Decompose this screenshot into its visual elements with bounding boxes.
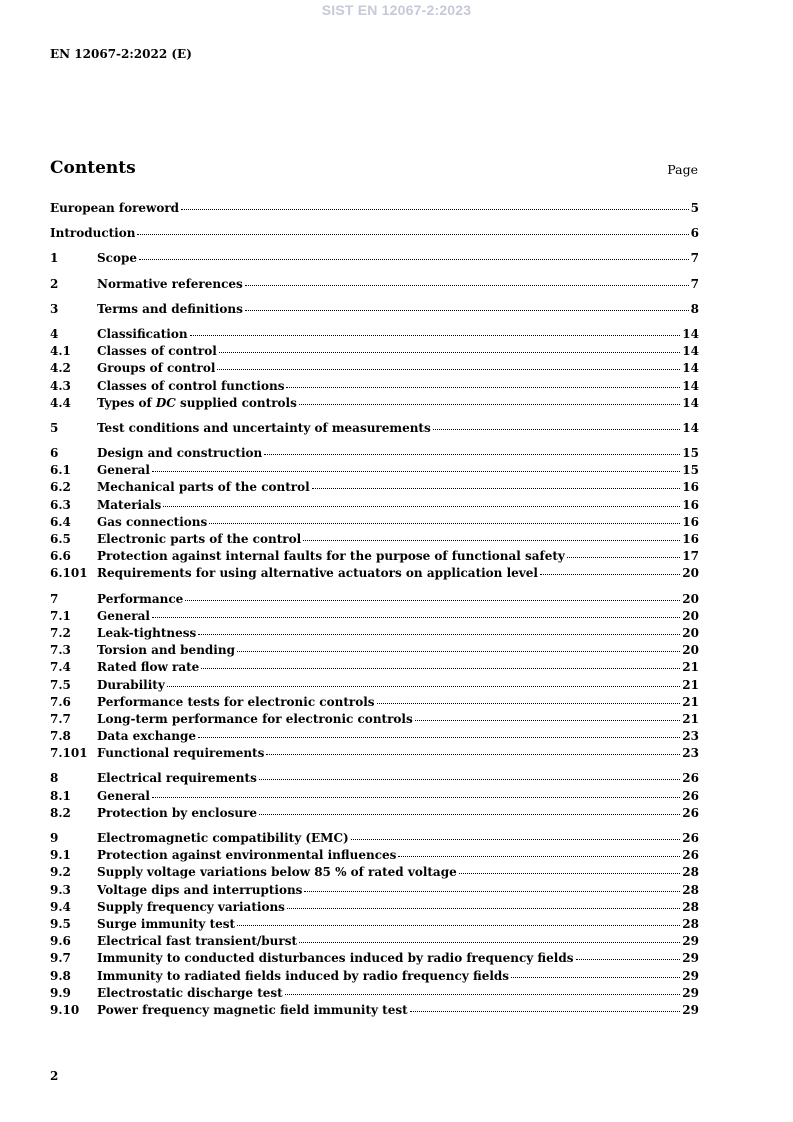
toc-leader-dots	[167, 676, 680, 687]
toc-entry-page: 20	[682, 591, 699, 606]
toc-entry-title: Groups of control	[97, 361, 216, 376]
toc-entry-title: Protection against internal faults for the purpose of functional safety	[97, 549, 565, 564]
document-identifier: EN 12067-2:2022 (E)	[50, 47, 192, 61]
toc-entry-number: 4.3	[50, 378, 71, 393]
toc-entry-title: Test conditions and uncertainty of measurements	[97, 420, 431, 435]
toc-entry-title: Data exchange	[97, 729, 197, 744]
toc-entry-number: 9.6	[50, 934, 71, 949]
toc-entry-number: 9	[50, 831, 59, 845]
toc-leader-dots	[139, 249, 689, 260]
toc-entry-page: 14	[682, 326, 699, 341]
toc-entry-number: 7.1	[50, 608, 71, 623]
toc-entry-page: 5	[690, 201, 699, 215]
toc-entry-page: 7	[690, 251, 699, 266]
toc-entry-page: 7	[690, 276, 699, 291]
toc-entry-page: 23	[682, 729, 699, 744]
toc-entry-page: 14	[682, 344, 699, 359]
toc-leader-dots	[237, 641, 680, 652]
toc-entry-page: 21	[682, 677, 699, 692]
toc-entry-page: 28	[682, 916, 699, 931]
toc-leader-dots	[237, 915, 680, 926]
toc-entry-title: Surge immunity test	[97, 916, 236, 931]
toc-leader-dots	[209, 513, 680, 524]
toc-entry[interactable]	[50, 566, 699, 583]
toc-entry-number: 6.1	[50, 463, 71, 478]
toc-entry-page: 14	[682, 420, 699, 435]
toc-entry-number: 9.7	[50, 951, 71, 966]
toc-leader-dots	[351, 829, 681, 840]
toc-entry-number: 4.1	[50, 344, 71, 359]
toc-entry-page: 16	[682, 532, 699, 546]
toc-entry-title: Protection by enclosure	[97, 805, 258, 820]
page-number: 2	[50, 1069, 59, 1083]
toc-entry-title: Leak-tightness	[97, 625, 197, 640]
toc-entry-number: 7.4	[50, 660, 71, 675]
toc-leader-dots	[511, 967, 680, 978]
toc-entry-page: 17	[682, 549, 699, 564]
toc-leader-dots	[152, 461, 680, 472]
toc-entry-page: 20	[682, 625, 699, 640]
toc-leader-dots	[567, 547, 680, 558]
toc-leader-dots	[201, 658, 680, 669]
toc-entry-page: 28	[682, 899, 699, 914]
toc-leader-dots	[245, 275, 689, 286]
toc-entry-page: 21	[682, 694, 699, 709]
toc-entry-number: 9.5	[50, 916, 71, 931]
toc-entry-page: 28	[682, 865, 699, 880]
toc-entry-number: 6.5	[50, 532, 71, 546]
toc-leader-dots	[181, 199, 689, 210]
toc-leader-dots	[540, 564, 680, 575]
toc-entry-number: 7.6	[50, 694, 71, 709]
toc-leader-dots	[410, 1001, 681, 1012]
toc-entry-page: 26	[682, 805, 699, 820]
toc-entry-title: Voltage dips and interruptions	[97, 882, 303, 897]
toc-entry-page: 8	[690, 301, 699, 316]
toc-entry-number: 9.1	[50, 848, 71, 863]
toc-entry-title: Classification	[97, 326, 188, 341]
toc-entry-number: 3	[50, 301, 59, 316]
toc-leader-dots	[459, 863, 681, 874]
toc-entry-title: Performance	[97, 591, 184, 606]
toc-entry-page: 29	[682, 985, 699, 1000]
toc-entry-title: Scope	[97, 251, 138, 266]
toc-leader-dots	[312, 478, 681, 489]
toc-entry-page: 26	[682, 788, 699, 803]
toc-leader-dots	[576, 949, 681, 960]
toc-leader-dots	[377, 693, 681, 704]
toc-entry-number: 8.2	[50, 805, 71, 820]
toc-entry-title: Rated flow rate	[97, 660, 200, 675]
toc-entry-page: 21	[682, 711, 699, 726]
toc-entry-number: 4.4	[50, 395, 71, 410]
toc-entry-title: Electronic parts of the control	[97, 532, 302, 546]
toc-entry-title: Terms and definitions	[97, 301, 243, 316]
toc-entry-title: Supply frequency variations	[97, 899, 285, 914]
toc-entry-number: 7.5	[50, 677, 71, 692]
toc-entry[interactable]	[50, 421, 699, 438]
toc-leader-dots	[285, 984, 681, 995]
toc-entry-number: 8	[50, 771, 59, 786]
toc-entry-number: 6.6	[50, 549, 71, 564]
toc-entry[interactable]	[50, 226, 699, 243]
toc-entry-number: 9.4	[50, 899, 71, 914]
toc-leader-dots	[217, 359, 680, 370]
toc-entry-number: 1	[50, 251, 59, 266]
toc-leader-dots	[259, 769, 680, 780]
toc-entry-page: 29	[682, 934, 699, 949]
toc-entry-number: 9.2	[50, 865, 71, 880]
toc-entry-number: 6.101	[50, 566, 88, 581]
toc-entry-title: Electromagnetic compatibility (EMC)	[97, 831, 349, 845]
toc-leader-dots	[415, 710, 681, 721]
toc-entry-number: 5	[50, 420, 59, 435]
toc-entry-page: 29	[682, 1002, 699, 1017]
toc-entry-title: Protection against environmental influences	[97, 848, 397, 863]
toc-entry-title: Power frequency magnetic field immunity test	[97, 1002, 408, 1017]
toc-entry-title: Gas connections	[97, 514, 208, 529]
toc-entry-title: European foreword	[50, 201, 180, 215]
toc-leader-dots	[266, 744, 680, 755]
table-of-contents	[50, 201, 699, 1020]
toc-entry-page: 23	[682, 746, 699, 761]
toc-entry-title: Immunity to conducted disturbances induced by radio frequency fields	[97, 951, 574, 966]
toc-entry-title: Mechanical parts of the control	[97, 480, 310, 495]
page-column-label: Page	[667, 162, 698, 177]
toc-entry-title: General	[97, 463, 150, 478]
toc-entry-title: General	[97, 608, 150, 623]
toc-entry-title: Normative references	[97, 276, 243, 291]
toc-leader-dots	[190, 325, 681, 336]
toc-entry-page: 29	[682, 951, 699, 966]
toc-entry-page: 26	[682, 771, 699, 786]
toc-entry-number: 2	[50, 276, 59, 291]
toc-entry-page: 14	[682, 378, 699, 393]
toc-entry-number: 7.8	[50, 729, 71, 744]
toc-entry-page: 26	[682, 831, 699, 845]
toc-entry-number: 9.10	[50, 1002, 80, 1017]
toc-leader-dots	[185, 590, 680, 601]
toc-entry-title: Types of DC supplied controls	[97, 395, 297, 410]
toc-entry-page: 16	[682, 480, 699, 495]
toc-entry-page: 21	[682, 660, 699, 675]
toc-leader-dots	[303, 530, 680, 541]
toc-leader-dots	[245, 300, 689, 311]
toc-entry-number: 9.9	[50, 985, 71, 1000]
toc-entry-number: 4.2	[50, 361, 71, 376]
toc-entry-title: General	[97, 788, 150, 803]
toc-entry-title: Classes of control functions	[97, 378, 285, 393]
toc-entry-number: 7.3	[50, 643, 71, 658]
toc-entry[interactable]	[50, 302, 699, 319]
toc-entry-title: Classes of control	[97, 344, 217, 359]
toc-entry-number: 6.3	[50, 497, 71, 512]
toc-leader-dots	[163, 496, 680, 507]
toc-entry-page: 15	[682, 446, 699, 461]
toc-entry-page: 26	[682, 848, 699, 863]
contents-heading: Contents	[50, 158, 136, 178]
toc-entry-page: 28	[682, 882, 699, 897]
toc-entry-title: Introduction	[50, 226, 136, 241]
toc-leader-dots	[198, 727, 680, 738]
toc-entry[interactable]	[50, 806, 699, 823]
toc-entry-page: 16	[682, 497, 699, 512]
toc-entry-number: 7.101	[50, 746, 88, 761]
toc-entry-title: Electrical requirements	[97, 771, 257, 786]
toc-entry-page: 20	[682, 608, 699, 623]
toc-entry-title: Immunity to radiated fields induced by radio frequency fields	[97, 968, 510, 983]
toc-entry[interactable]	[50, 396, 699, 413]
toc-entry-title: Electrostatic discharge test	[97, 985, 283, 1000]
toc-entry-number: 7	[50, 591, 59, 606]
toc-entry-number: 6.2	[50, 480, 71, 495]
toc-leader-dots	[198, 624, 680, 635]
toc-entry-title: Durability	[97, 677, 165, 692]
toc-entry-number: 6	[50, 446, 59, 461]
watermark: SIST EN 12067-2:2023	[321, 2, 472, 18]
toc-entry-page: 15	[682, 463, 699, 478]
toc-entry-title: Torsion and bending	[97, 643, 235, 658]
toc-entry-page: 20	[682, 566, 699, 581]
toc-leader-dots	[137, 224, 688, 235]
toc-entry-number: 9.8	[50, 968, 71, 983]
toc-leader-dots	[264, 444, 680, 455]
toc-entry-number: 8.1	[50, 788, 71, 803]
toc-leader-dots	[299, 394, 680, 405]
toc-entry-title: Functional requirements	[97, 746, 265, 761]
toc-entry-title: Performance tests for electronic controls	[97, 694, 375, 709]
toc-leader-dots	[398, 846, 680, 857]
toc-entry-page: 6	[690, 226, 699, 241]
toc-entry-page: 20	[682, 643, 699, 658]
toc-entry-number: 6.4	[50, 514, 71, 529]
toc-entry-title: Electrical fast transient/burst	[97, 934, 298, 949]
toc-leader-dots	[259, 804, 680, 815]
toc-leader-dots	[287, 898, 680, 909]
toc-entry-page: 14	[682, 395, 699, 410]
toc-entry[interactable]	[50, 201, 699, 218]
toc-leader-dots	[152, 787, 680, 798]
toc-leader-dots	[299, 932, 680, 943]
toc-entry-title: Supply voltage variations below 85 % of rated voltage	[97, 865, 457, 880]
toc-entry-title: Materials	[97, 497, 162, 512]
toc-entry-title: Requirements for using alternative actuators on application level	[97, 566, 538, 581]
toc-entry-number: 9.3	[50, 882, 71, 897]
toc-entry-page: 29	[682, 968, 699, 983]
toc-entry-title: Long-term performance for electronic controls	[97, 711, 413, 726]
toc-entry[interactable]	[50, 746, 699, 763]
toc-entry[interactable]	[50, 1003, 699, 1020]
toc-leader-dots	[286, 377, 680, 388]
toc-entry-title: Design and construction	[97, 446, 263, 461]
toc-entry-page: 16	[682, 514, 699, 529]
toc-leader-dots	[304, 881, 680, 892]
toc-entry-number: 7.7	[50, 711, 71, 726]
toc-entry[interactable]	[50, 277, 699, 294]
toc-entry[interactable]	[50, 251, 699, 268]
toc-entry-number: 7.2	[50, 625, 71, 640]
toc-entry-number: 4	[50, 326, 59, 341]
toc-leader-dots	[219, 342, 681, 353]
toc-leader-dots	[433, 419, 681, 430]
toc-entry-page: 14	[682, 361, 699, 376]
toc-leader-dots	[152, 607, 680, 618]
